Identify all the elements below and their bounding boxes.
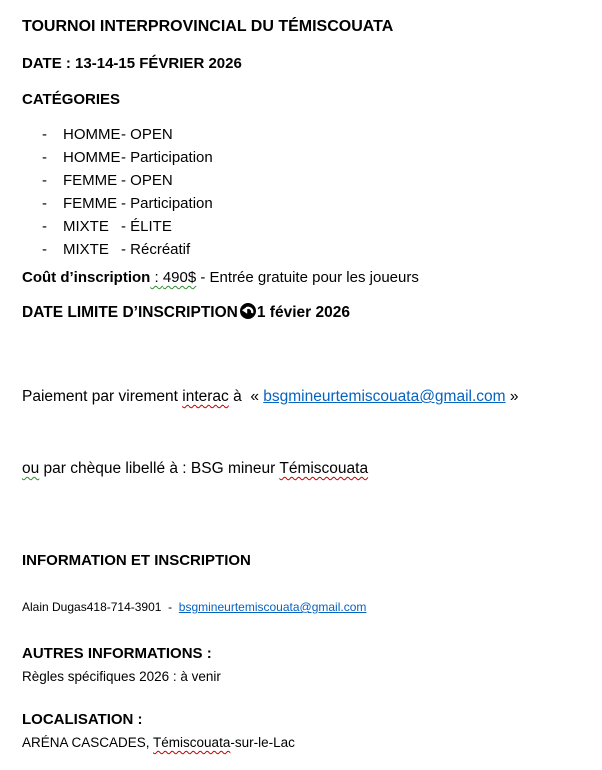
contact-email-link[interactable]: bsgmineurtemiscouata@gmail.com bbox=[178, 600, 367, 614]
category-group: HOMME bbox=[63, 149, 121, 166]
category-level: - ÉLITE bbox=[121, 218, 172, 235]
category-item bbox=[22, 169, 584, 192]
category-item bbox=[22, 192, 584, 215]
cost-flagged-text bbox=[150, 269, 196, 286]
category-level: - Récréatif bbox=[121, 241, 191, 258]
category-group: HOMME bbox=[63, 126, 121, 143]
category-group: MIXTE bbox=[63, 218, 109, 235]
contact-phone: 418-714-3901 bbox=[86, 600, 162, 614]
category-bullet: - bbox=[42, 126, 47, 143]
location-line bbox=[22, 735, 584, 750]
category-bullet: - bbox=[42, 218, 47, 235]
deadline-line bbox=[22, 303, 584, 322]
payment-paragraph bbox=[22, 337, 584, 529]
category-group: FEMME bbox=[63, 172, 118, 189]
categories-list bbox=[22, 123, 584, 261]
deadline-date: 1 févier 2026 bbox=[256, 304, 350, 321]
payment-text: par chèque libellé à : BSG mineur bbox=[39, 460, 280, 477]
payment-text: » bbox=[505, 388, 519, 405]
contact-name: Alain Dugas bbox=[22, 600, 87, 614]
date-line: DATE : 13-14-15 FÉVRIER 2026 bbox=[22, 55, 242, 72]
cost-label: Coût d’inscription bbox=[22, 269, 151, 286]
category-bullet: - bbox=[42, 195, 47, 212]
page-title: TOURNOI INTERPROVINCIAL DU TÉMISCOUATA bbox=[22, 18, 394, 35]
category-item bbox=[22, 215, 584, 238]
category-group: MIXTE bbox=[63, 241, 109, 258]
payment-email-link[interactable]: bsgmineurtemiscouata@gmail.com bbox=[263, 388, 506, 405]
category-bullet: - bbox=[42, 149, 47, 166]
circled-left-arrow-icon bbox=[240, 303, 256, 319]
location-text: ARÉNA CASCADES, bbox=[22, 735, 154, 750]
interac-word: interac bbox=[182, 388, 229, 405]
localisation-header: LOCALISATION : bbox=[22, 711, 143, 728]
location-text: -sur-le-Lac bbox=[230, 735, 295, 750]
category-bullet: - bbox=[42, 172, 47, 189]
payment-line-2 bbox=[22, 457, 584, 481]
category-item bbox=[22, 123, 584, 146]
cost-line bbox=[22, 269, 584, 286]
contact-separator: - bbox=[161, 600, 179, 614]
category-level: - Participation bbox=[121, 149, 213, 166]
information-header: INFORMATION ET INSCRIPTION bbox=[22, 552, 251, 569]
contact-line bbox=[22, 600, 584, 614]
category-level: - OPEN bbox=[121, 172, 173, 189]
payment-text: à « bbox=[228, 388, 264, 405]
category-group: FEMME bbox=[63, 195, 118, 212]
cost-note: - Entrée gratuite pour les joueurs bbox=[196, 269, 419, 286]
category-level: - OPEN bbox=[121, 126, 173, 143]
autres-informations-header: AUTRES INFORMATIONS : bbox=[22, 645, 212, 662]
ou-word: ou bbox=[22, 460, 40, 477]
category-bullet: - bbox=[42, 241, 47, 258]
cost-separator: : bbox=[150, 269, 163, 286]
rules-line: Règles spécifiques 2026 : à venir bbox=[22, 669, 221, 684]
payment-text: Paiement par virement bbox=[22, 388, 183, 405]
category-item bbox=[22, 238, 584, 261]
payment-line-1 bbox=[22, 385, 584, 409]
location-temiscouata-word: Témiscouata bbox=[153, 735, 231, 750]
deadline-label: DATE LIMITE D’INSCRIPTION bbox=[22, 304, 238, 321]
temiscouata-word: Témiscouata bbox=[279, 460, 369, 477]
categories-header: CATÉGORIES bbox=[22, 91, 121, 108]
cost-value: 490$ bbox=[162, 269, 197, 286]
category-item bbox=[22, 146, 584, 169]
category-level: - Participation bbox=[121, 195, 213, 212]
